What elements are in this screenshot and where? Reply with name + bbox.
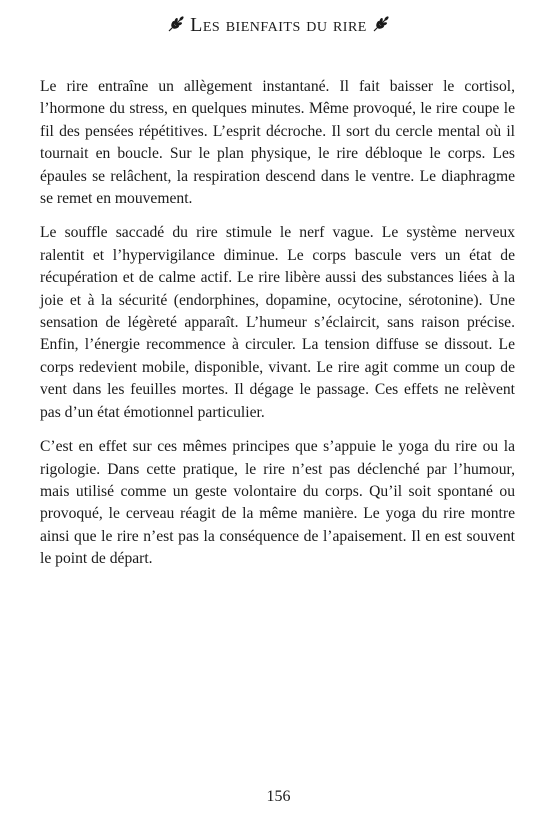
page-title: Les bienfaits du rire [190,14,367,36]
paragraph: C’est en effet sur ces mêmes principes que s’appuie le yoga du rire ou la rigologie. Dans cette pratique, le rire n’est pas déclenché par l’humour, mais utilisé comme un geste volontaire du corps. Qu’il soit spontané ou provoqué, le cerveau réagit de la même manière. Le yoga du rire montre ainsi que le rire n’est pas la conséquence de l’apaisement. Il en est souvent le point de départ. [40,438,515,568]
paragraph: Le souffle saccadé du rire stimule le nerf vague. Le système nerveux ralentit et l’hypervigilance diminue. Le corps bascule vers un état de récupération et de calme actif. Le rire libère aussi des substances liées à la joie et à la sécurité (endorphines, dopamine, ocytocine, sérotonine). Une sensation de légèreté apparaît. L’humeur s’éclaircit, sans raison précise. Enfin, l’énergie recommence à circuler. La tension diffuse se dissout. Le corps redevient mobile, disponible, vivant. Le rire agit comme un coup de vent dans les feuilles mortes. Il dégage le passage. Ces effets ne relèvent pas d’un état émotionnel particulier. [40,224,515,421]
paragraph: Le rire entraîne un allègement instantané. Il fait baisser le cortisol, l’hormone du stress, en quelques minutes. Même provoqué, le rire coupe le fil des pensées répétitives. L’esprit décroche. Il sort du cercle mental où il tournait en boucle. Sur le plan physique, le rire débloque le corps. Les épaules se relâchent, la respiration descend dans le ventre. Le diaphragme se remet en mouvement. [40,78,515,208]
page-number: 156 [266,788,291,805]
page-body [40,76,515,583]
leaf-ornament-icon [166,14,186,34]
page-header [0,12,557,38]
leaf-ornament-icon [371,14,391,34]
